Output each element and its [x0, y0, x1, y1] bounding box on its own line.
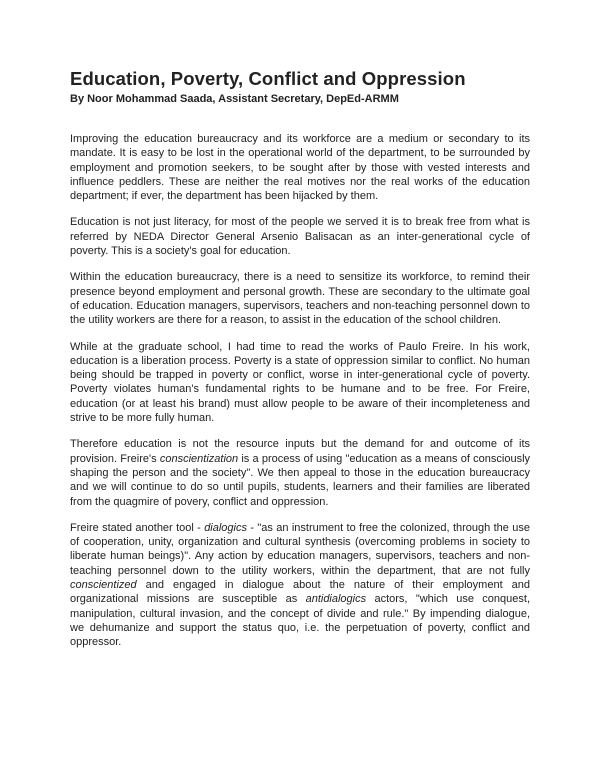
- italic-term: dialogics: [204, 521, 247, 534]
- article-byline: By Noor Mohammad Saada, Assistant Secretary, DepEd-ARMM: [70, 93, 399, 105]
- document-page: [70, 68, 530, 662]
- paragraph-6: [70, 521, 530, 650]
- text-run: Improving the education bureaucracy and its workforce are a medium or secondary to its mandate. It is easy to be lost in the operational world of the department, to be surrounded by employment and promotion seekers, to be sought after by those with vested interests and influence peddlers. These are neither the real motives nor the real works of the education department; if ever, the department has been hijacked by them.: [70, 133, 530, 203]
- text-run: Within the education bureaucracy, there is a need to sensitize its workforce, to remind their presence beyond employment and personal growth. These are secondary to the ultimate goal of education. Education managers, supervisors, teachers and non-teaching personnel down to the utility workers are there for a reason, to assist in the education of the school children.: [70, 271, 530, 327]
- article-body: [70, 132, 530, 650]
- text-run: actors, "which use conquest, manipulation, cultural invasion, and the concept of divide and rule." By impending dialogue, we dehumanize and support the status quo, i.e. the perpetuation of poverty, conflict and oppressor.: [70, 593, 530, 649]
- paragraph-5: [70, 437, 530, 508]
- italic-term: antidialogics: [305, 593, 367, 606]
- article-title: Education, Poverty, Conflict and Oppression: [70, 68, 466, 89]
- italic-term: conscientization: [159, 452, 239, 465]
- paragraph-3: [70, 270, 530, 327]
- italic-term: conscientized: [70, 579, 137, 592]
- text-run: - "as an instrument to free the colonized, through the use of cooperation, unity, organization and cultural synthesis (overcoming problems in society to liberate human beings)". Any action by education managers, supervisors, teachers and non-teaching personnel down to the utility workers, within the department, that are not fully: [70, 521, 530, 577]
- paragraph-2: [70, 215, 530, 258]
- text-run: Therefore education is not the resource inputs but the demand for and outcome of its provision. Freire's: [70, 438, 530, 465]
- paragraph-1: [70, 132, 530, 203]
- paragraph-4: [70, 340, 530, 426]
- text-run: Education is not just literacy, for most of the people we served it is to break free from what is referred by NEDA Director General Arsenio Balisacan as an inter-generational cycle of poverty. This is a society's goal for education.: [70, 216, 530, 258]
- text-run: Freire stated another tool -: [70, 521, 205, 534]
- text-run: While at the graduate school, I had time to read the works of Paulo Freire. In his work, education is a liberation process. Poverty is a state of oppression similar to conflict. No human being should be trapped in poverty or conflict, worse in inter-generational cycle of poverty. Poverty violates human's fundamental rights to be humane and to be free. For Freire, education (or at least his brand) must allow people to be aware of their incompleteness and strive to be more fully human.: [70, 340, 530, 425]
- text-run: is a process of using "education as a means of consciously shaping the person and the society". We then appeal to those in the education bureaucracy and we will continue to do so until pupils, students, learners and their families are liberated from the quagmire of povery, conflict and oppression.: [70, 452, 531, 508]
- text-run: and engaged in dialogue about the nature of their employment and organizational missions are susceptible as: [70, 579, 530, 606]
